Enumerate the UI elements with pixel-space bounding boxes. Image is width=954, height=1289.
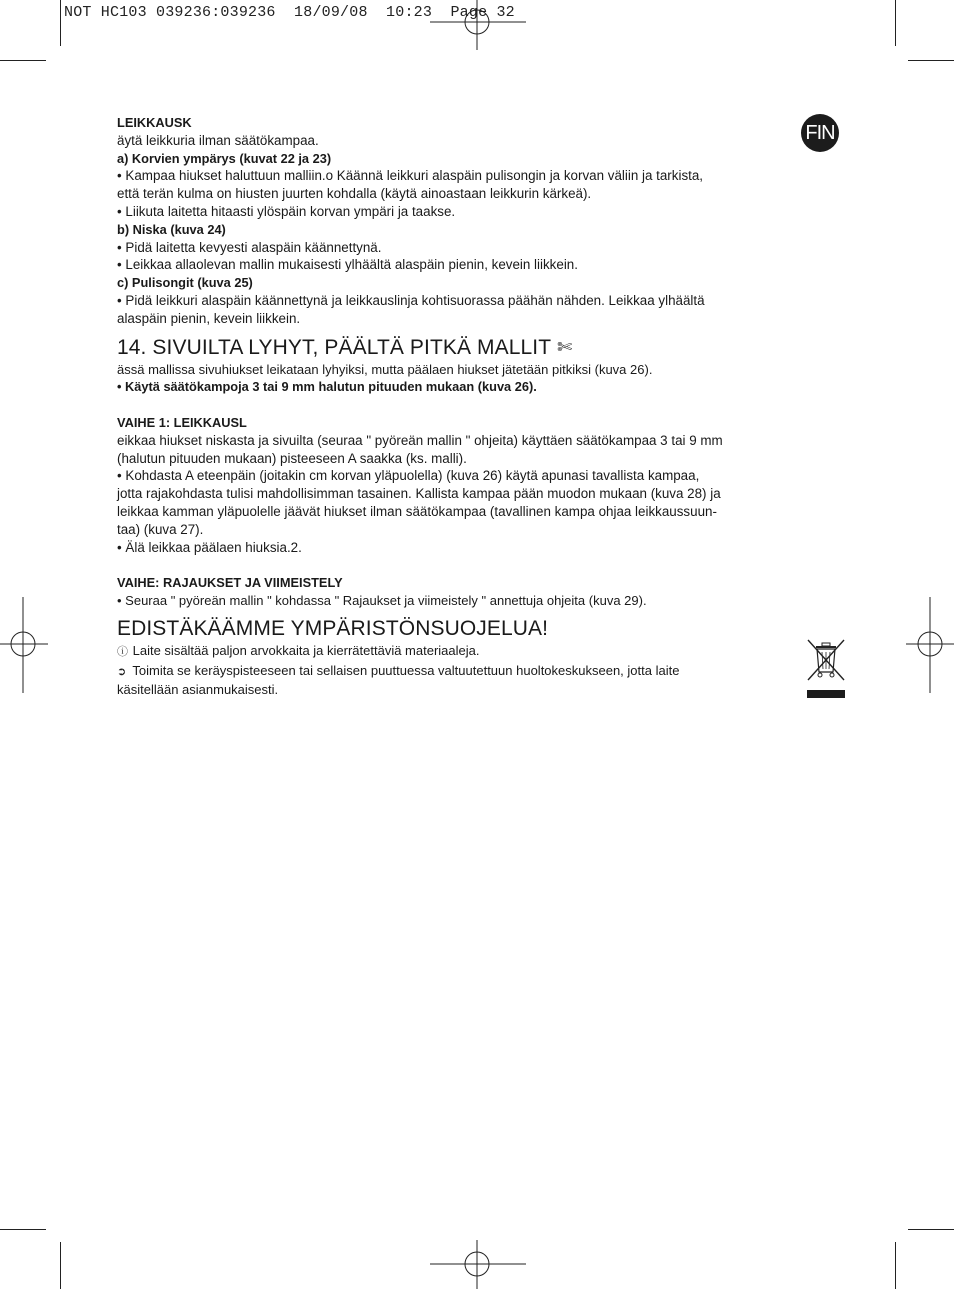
section-title-text: 14. SIVUILTA LYHYT, PÄÄLTÄ PITKÄ MALLIT [117, 335, 552, 359]
crop-mark [895, 1242, 896, 1289]
registration-mark-left [0, 597, 48, 693]
arrow-icon: ➲ [117, 665, 127, 678]
paragraph: alaspäin pienin, kevein liikkein. [117, 310, 301, 326]
crop-mark [0, 1229, 46, 1230]
paragraph: • Kampaa hiukset haluttuun malliin.o Käännä leikkuri alaspäin pulisongin ja korvan väliin ja tarkista, [117, 168, 704, 184]
paragraph: taa) (kuva 27). [117, 521, 204, 537]
paragraph: eikkaa hiukset niskasta ja sivuilta (seuraa " pyöreän mallin " ohjeita) käyttäen säätökampaa 3 tai 9 mm [117, 432, 723, 448]
crop-mark [908, 1229, 954, 1230]
paragraph: leikkaa kamman yläpuolelle jäävät hiukset ilman säätökampaa (tavallinen kampa ohjaa leikkaussuun- [117, 503, 717, 519]
registration-mark-bottom [430, 1240, 526, 1289]
paragraph: • Liikuta laitetta hitaasti ylöspäin korvan ympäri ja taakse. [117, 203, 456, 219]
subheading: a) Korvien ympärys (kuvat 22 ja 23) [117, 150, 332, 166]
paragraph: • Pidä leikkuri alaspäin käännettynä ja leikkauslinja kohtisuorassa päähän nähden. Leikkaa ylhäältä [117, 292, 705, 308]
crop-mark [60, 0, 61, 46]
step-heading: VAIHE: RAJAUKSET JA VIIMEISTELY [117, 575, 343, 591]
paragraph: äytä leikkuria ilman säätökampaa. [117, 132, 319, 148]
environment-line: käsitellään asianmukaisesti. [117, 682, 279, 698]
subheading: b) Niska (kuva 24) [117, 221, 226, 237]
step-heading: VAIHE 1: LEIKKAUSL [117, 414, 247, 430]
bold-bullet: • Käytä säätökampoja 3 tai 9 mm halutun pituuden mukaan (kuva 26). [117, 379, 537, 395]
environment-line: ➲ Toimita se keräyspisteeseen tai sellaisen puuttuessa valtuutettuun huoltokeskukseen, jotta laite [117, 662, 837, 682]
environment-title: EDISTÄKÄÄMME YMPÄRISTÖNSUOJELUA! [117, 616, 549, 640]
paragraph: • Leikkaa allaolevan mallin mukaisesti ylhäältä alaspäin pienin, kevein liikkein. [117, 257, 578, 273]
subheading: c) Pulisongit (kuva 25) [117, 275, 253, 291]
crop-mark [60, 1242, 61, 1289]
crop-mark [895, 0, 896, 46]
crop-mark [908, 60, 954, 61]
paragraph: ässä mallissa sivuhiukset leikataan lyhyiksi, mutta päälaen hiukset jätetään pitkiksi (kuva 26). [117, 361, 653, 377]
paragraph: (halutun pituuden mukaan) pisteeseen A saakka (ks. malli). [117, 450, 467, 466]
section-title-14 [117, 334, 837, 361]
print-slug: NOT HC103 039236:039236 18/09/08 10:23 Page 32 [64, 4, 515, 21]
paragraph: • Kohdasta A eteenpäin (joitakin cm korvan yläpuolella) (kuva 26) käytä apunasi tavallista kampaa, [117, 468, 700, 484]
registration-mark-right [906, 597, 954, 693]
paragraph: että terän kulma on hiusten juurten kohdalla (käytä ainoastaan leikkurin kärkeä). [117, 186, 592, 202]
registration-mark-top [430, 0, 526, 50]
crop-mark [0, 60, 46, 61]
language-badge: FIN [801, 114, 839, 152]
info-icon: ⓘ [117, 645, 128, 658]
paragraph: jotta rajakohdasta tulisi mahdollisimman tasainen. Kallista kampaa pään muodon mukaan (kuva 28) ja [117, 486, 721, 502]
scissors-icon: ✄ [557, 336, 573, 357]
paragraph: • Seuraa " pyöreän mallin " kohdassa " Rajaukset ja viimeistely " annettuja ohjeita (kuva 29). [117, 592, 647, 608]
document-body [117, 114, 837, 699]
environment-line: ⓘ Laite sisältää paljon arvokkaita ja kierrätettäviä materiaaleja. [117, 642, 837, 662]
section-heading: LEIKKAUSK [117, 115, 192, 130]
crossed-bin-icon [805, 638, 847, 700]
paragraph: • Pidä laitetta kevyesti alaspäin käännettynä. [117, 239, 382, 255]
paragraph: • Älä leikkaa päälaen hiuksia.2. [117, 539, 302, 555]
